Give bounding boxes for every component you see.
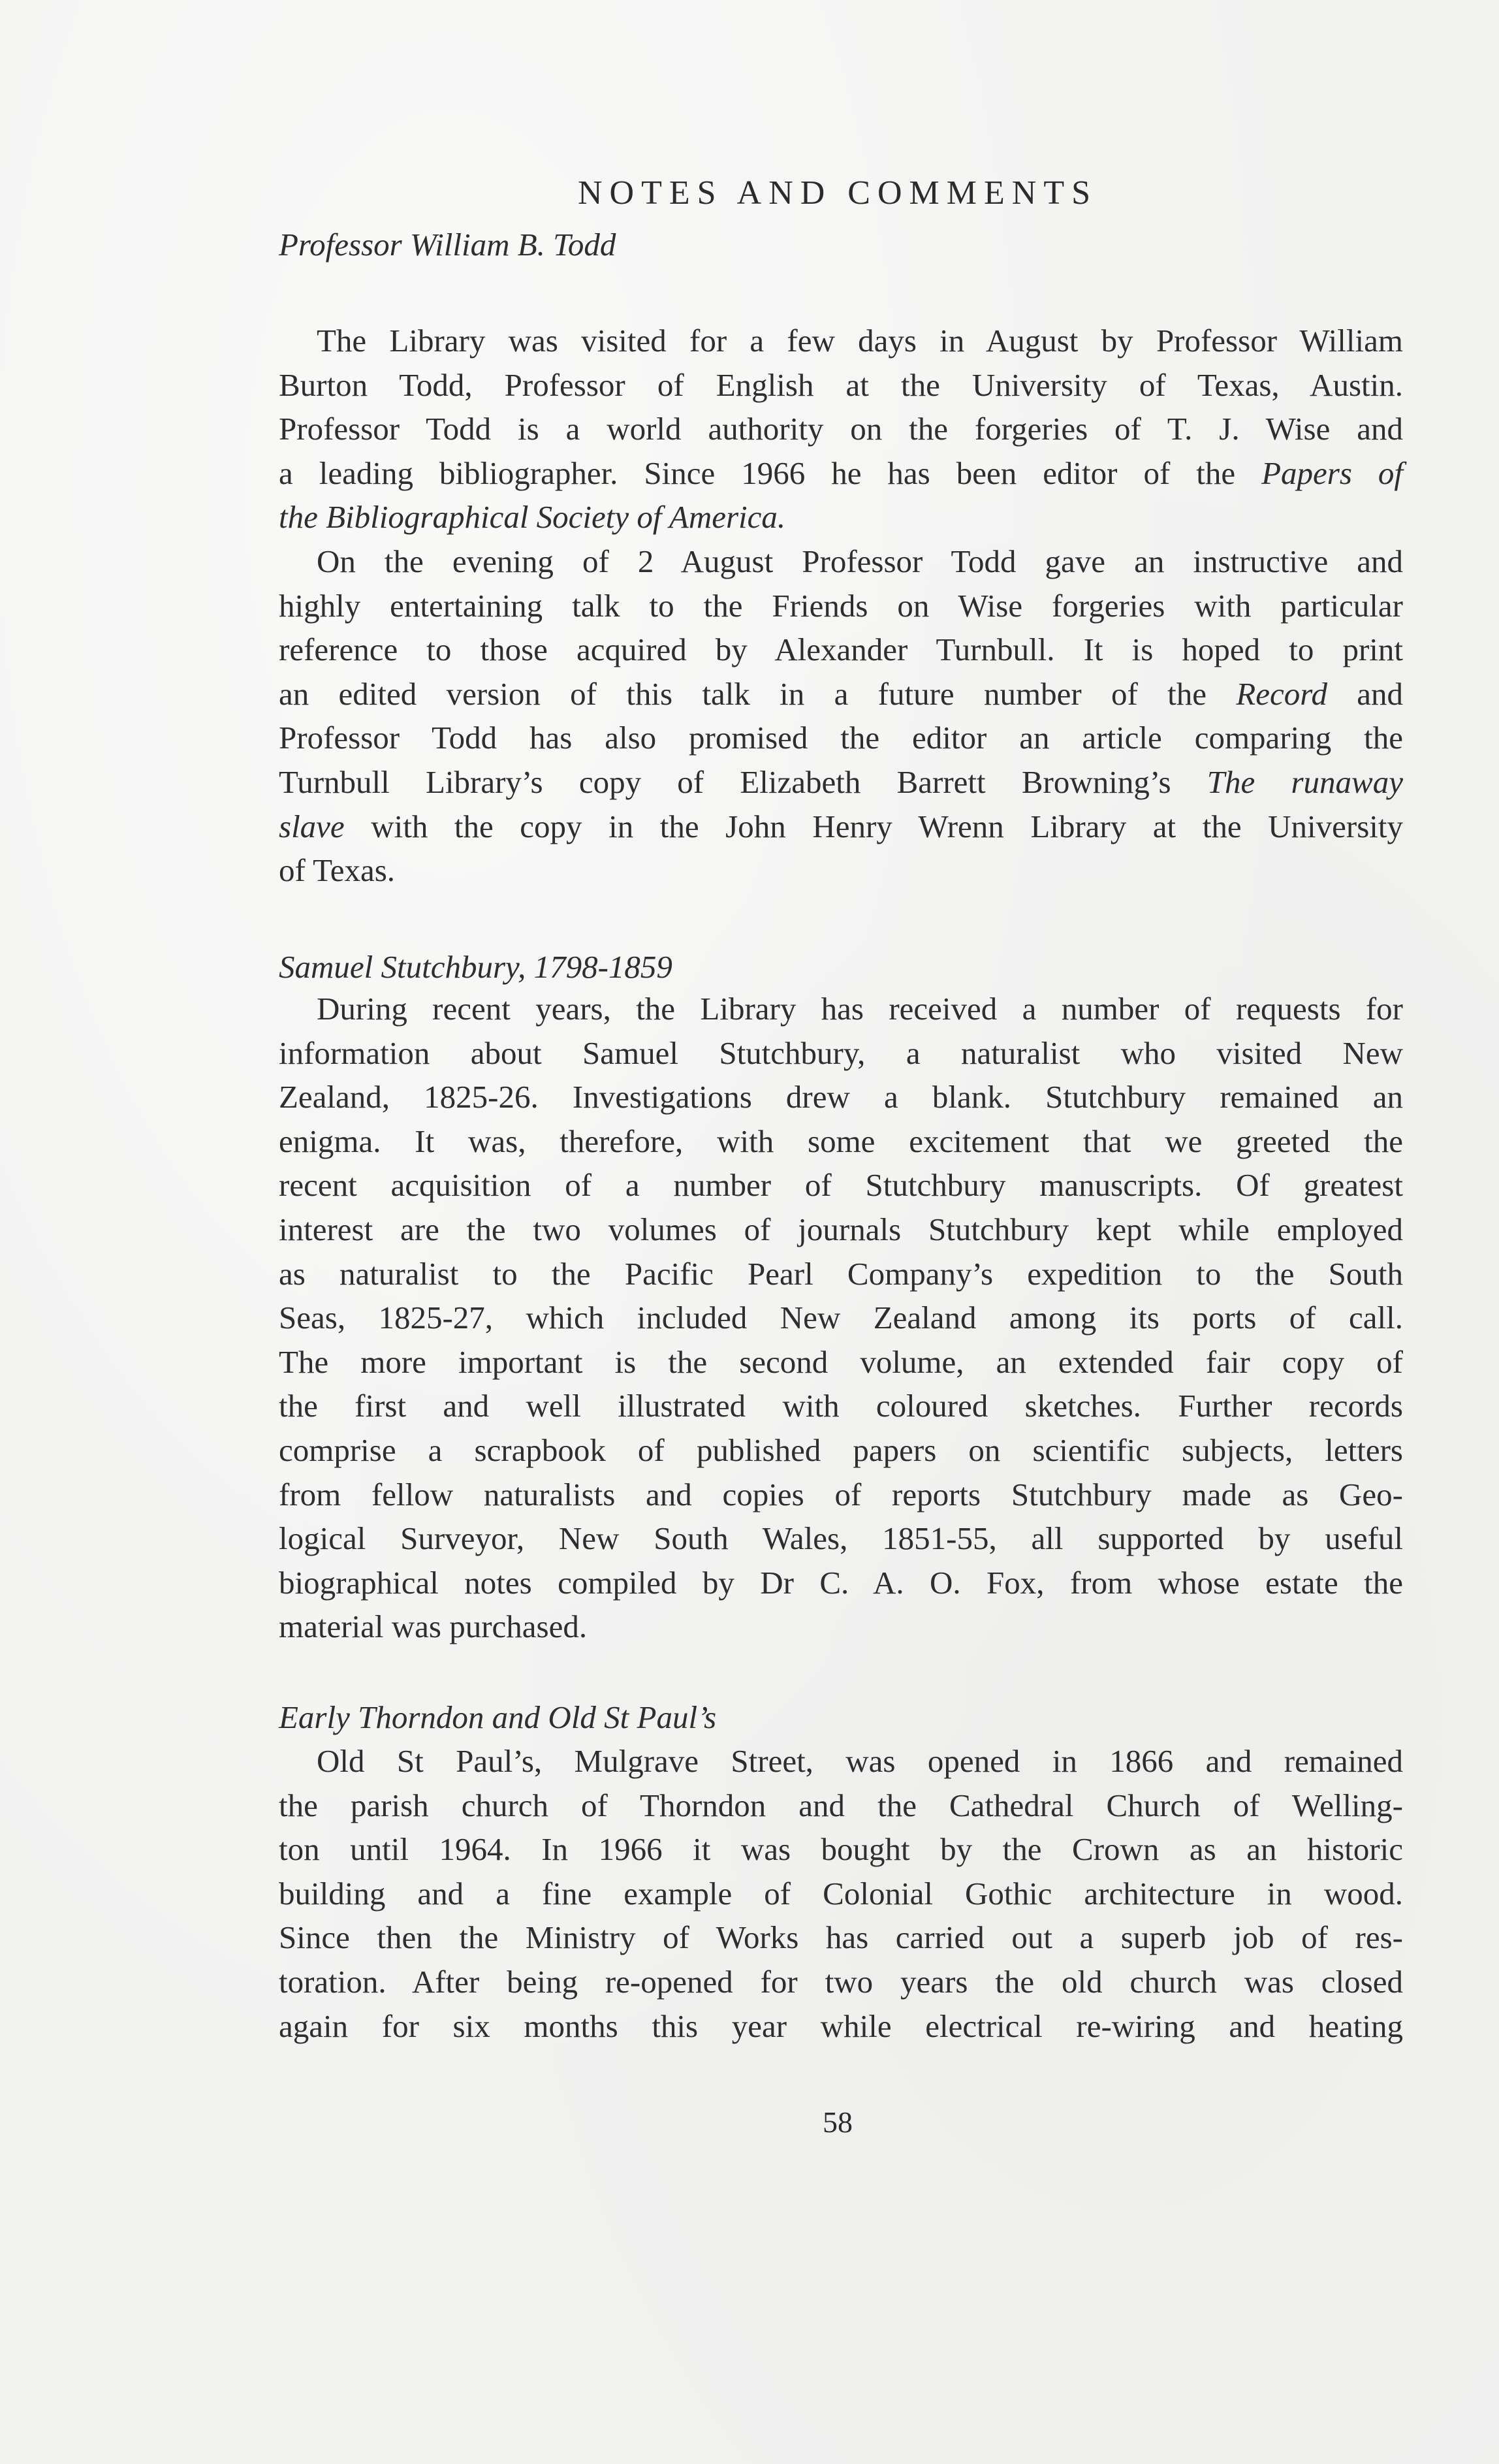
italic-text: Papers of bbox=[1261, 455, 1403, 491]
text-run: During recent years, the Library has received a number of requests for bbox=[317, 991, 1403, 1027]
italic-text: Record bbox=[1236, 675, 1327, 712]
text-line bbox=[279, 1830, 1403, 1869]
text-line bbox=[279, 1166, 1403, 1205]
text-line bbox=[279, 2007, 1403, 2046]
text-run: Professor Todd has also promised the editor an article comparing the bbox=[279, 720, 1403, 756]
text-run: from fellow naturalists and copies of reports Stutchbury made as Geo- bbox=[279, 1476, 1403, 1512]
text-run: information about Samuel Stutchbury, a naturalist who visited New bbox=[279, 1034, 1403, 1071]
text-run: highly entertaining talk to the Friends on Wise forgeries with particular bbox=[279, 587, 1403, 624]
text-run: an edited version of this talk in a future number of the bbox=[279, 675, 1237, 712]
text-run: Professor Todd is a world authority on the forgeries of T. J. Wise and bbox=[279, 411, 1403, 447]
text-line bbox=[279, 586, 1403, 626]
text-run: the first and well illustrated with coloured sketches. Further records bbox=[279, 1388, 1403, 1424]
running-title: NOTES AND COMMENTS bbox=[577, 174, 1098, 212]
italic-text: The runaway bbox=[1207, 764, 1403, 800]
text-run: On the evening of 2 August Professor Todd gave an instructive and bbox=[317, 543, 1403, 579]
text-line bbox=[279, 1386, 1403, 1426]
text-run: Turnbull Library’s copy of Elizabeth Barrett Browning’s bbox=[279, 764, 1207, 800]
text-line bbox=[279, 1343, 1403, 1382]
text-line bbox=[279, 542, 1403, 581]
text-run: The more important is the second volume, an extended fair copy of bbox=[279, 1343, 1403, 1380]
text-run: again for six months this year while electrical re-wiring and heating bbox=[279, 2008, 1403, 2044]
text-line bbox=[279, 630, 1403, 669]
text-run: ton until 1964. In 1966 it was bought by the Crown as an historic bbox=[279, 1831, 1403, 1868]
text-line bbox=[279, 1034, 1403, 1073]
section-heading: Samuel Stutchbury, 1798-1859 bbox=[279, 949, 672, 985]
section-heading: Early Thorndon and Old St Paul’s bbox=[279, 1699, 717, 1735]
text-run: enigma. It was, therefore, with some excitement that we greeted the bbox=[279, 1123, 1403, 1159]
text-line bbox=[279, 675, 1403, 714]
page-number: 58 bbox=[823, 2105, 853, 2139]
section-heading: Professor William B. Todd bbox=[279, 227, 616, 263]
text-run: Old St Paul’s, Mulgrave Street, was opened in 1866 and remained bbox=[317, 1743, 1403, 1779]
text-run: interest are the two volumes of journals Stutchbury kept while employed bbox=[279, 1211, 1403, 1247]
text-line bbox=[279, 1607, 1403, 1646]
text-run: Since then the Ministry of Works has carried out a superb job of res- bbox=[279, 1919, 1403, 1956]
text-run: toration. After being re-opened for two years the old church was closed bbox=[279, 1964, 1403, 2000]
text-line bbox=[279, 1519, 1403, 1558]
text-run: and bbox=[1327, 675, 1404, 712]
text-line bbox=[279, 1210, 1403, 1249]
text-run: recent acquisition of a number of Stutchbury manuscripts. Of greatest bbox=[279, 1167, 1403, 1204]
italic-text: the Bibliographical Society of America. bbox=[279, 499, 786, 536]
text-line bbox=[279, 989, 1403, 1029]
text-run: biographical notes compiled by Dr C. A. O. Fox, from whose estate the bbox=[279, 1564, 1403, 1601]
text-run: a leading bibliographer. Since 1966 he has been editor of the bbox=[279, 455, 1262, 491]
text-line bbox=[279, 1475, 1403, 1514]
text-run: Seas, 1825-27, which included New Zealand among its ports of call. bbox=[279, 1300, 1403, 1336]
text-run: material was purchased. bbox=[279, 1608, 588, 1645]
text-line bbox=[279, 851, 1403, 890]
text-line bbox=[279, 807, 1403, 846]
italic-text: slave bbox=[279, 808, 345, 844]
text-run: comprise a scrapbook of published papers on scientific subjects, letters bbox=[279, 1432, 1403, 1468]
text-run: as naturalist to the Pacific Pearl Company’s expedition to the South bbox=[279, 1255, 1403, 1292]
text-run: Zealand, 1825-26. Investigations drew a blank. Stutchbury remained an bbox=[279, 1079, 1403, 1115]
text-line bbox=[279, 763, 1403, 802]
text-line bbox=[279, 1431, 1403, 1470]
text-run: Burton Todd, Professor of English at the University of Texas, Austin. bbox=[279, 366, 1403, 403]
text-run: The Library was visited for a few days in August by Professor William bbox=[317, 323, 1403, 359]
text-line bbox=[279, 1122, 1403, 1161]
text-line bbox=[279, 1255, 1403, 1294]
text-run: reference to those acquired by Alexander Turnbull. It is hoped to print bbox=[279, 632, 1403, 668]
text-line bbox=[279, 1298, 1403, 1337]
text-run: with the copy in the John Henry Wrenn Library at the University bbox=[344, 808, 1403, 844]
text-line bbox=[279, 1563, 1403, 1603]
text-run: building and a fine example of Colonial Gothic architecture in wood. bbox=[279, 1875, 1403, 1912]
text-line bbox=[279, 366, 1403, 405]
text-line bbox=[279, 1962, 1403, 2002]
text-line bbox=[279, 718, 1403, 758]
text-line bbox=[279, 1786, 1403, 1825]
text-line bbox=[279, 1742, 1403, 1781]
text-line bbox=[279, 1078, 1403, 1117]
text-line bbox=[279, 498, 1403, 537]
text-run: of Texas. bbox=[279, 852, 396, 889]
text-line bbox=[279, 1874, 1403, 1913]
text-line bbox=[279, 1918, 1403, 1957]
text-run: logical Surveyor, New South Wales, 1851-55, all supported by useful bbox=[279, 1520, 1403, 1557]
text-line bbox=[279, 409, 1403, 449]
text-run: the parish church of Thorndon and the Cathedral Church of Welling- bbox=[279, 1787, 1403, 1823]
text-line bbox=[279, 454, 1403, 493]
text-line bbox=[279, 321, 1403, 360]
